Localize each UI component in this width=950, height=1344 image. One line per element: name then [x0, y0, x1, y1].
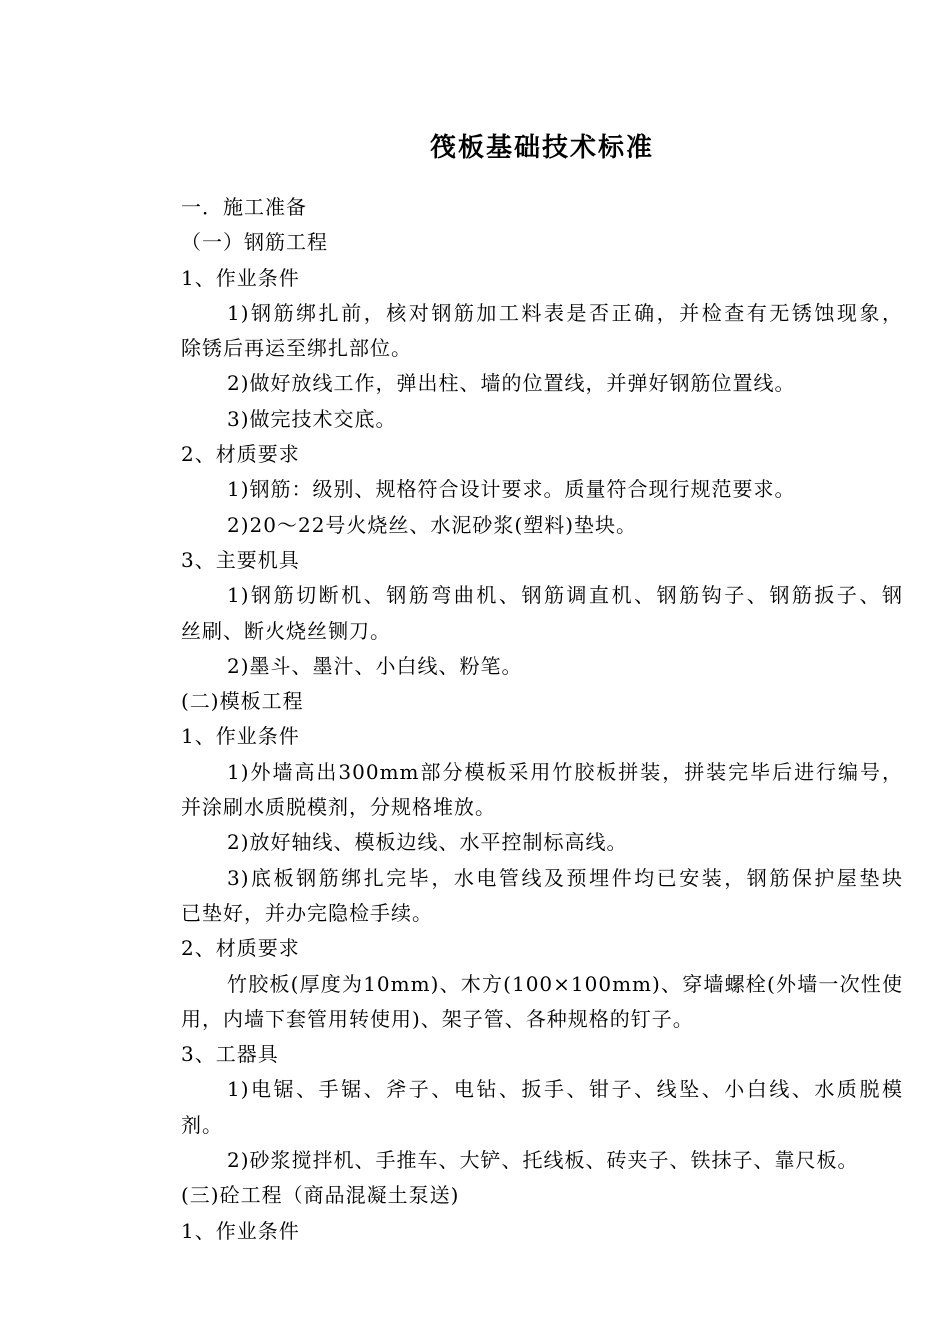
paragraph-line: 1)钢筋绑扎前，核对钢筋加工料表是否正确，并检查有无锈蚀现象，: [227, 300, 903, 325]
paragraph-line: 2)墨斗、墨汁、小白线、粉笔。: [227, 653, 523, 678]
item-heading: 3、主要机具: [181, 547, 300, 572]
paragraph-line: 用，内墙下套管用转使用)、架子管、各种规格的钉子。: [181, 1006, 694, 1031]
paragraph-line: 1)电锯、手锯、斧子、电钻、扳手、钳子、线坠、小白线、水质脱模: [227, 1077, 903, 1102]
item-heading: 1、作业条件: [181, 1218, 300, 1243]
document-body: [181, 190, 903, 1249]
paragraph-line: 2)做好放线工作，弹出柱、墙的位置线，并弹好钢筋位置线。: [227, 371, 796, 396]
item-heading: 1、作业条件: [181, 265, 300, 290]
paragraph-line: 1)外墙高出300mm部分模板采用竹胶板拼装，拼装完毕后进行编号，: [227, 759, 903, 784]
item-heading: 3、工器具: [181, 1042, 279, 1067]
subsection-heading: （一）钢筋工程: [181, 230, 328, 255]
paragraph-line: 2)放好轴线、模板边线、水平控制标高线。: [227, 830, 628, 855]
paragraph-line: 丝刷、断火烧丝铡刀。: [181, 618, 391, 643]
paragraph-line: 并涂刷水质脱模剂，分规格堆放。: [181, 795, 496, 820]
item-heading: 2、材质要求: [181, 936, 300, 961]
paragraph-line: 3)做完技术交底。: [227, 406, 397, 431]
paragraph-line: 已垫好，并办完隐检手续。: [181, 900, 433, 925]
section-heading: 一．施工准备: [181, 195, 307, 219]
paragraph-line: 竹胶板(厚度为10mm)、木方(100×100mm)、穿墙螺栓(外墙一次性使: [227, 971, 903, 996]
paragraph-line: 1)钢筋：级别、规格符合设计要求。质量符合现行规范要求。: [227, 477, 796, 502]
document-title: 筏板基础技术标准: [429, 133, 654, 163]
paragraph-line: 3)底板钢筋绑扎完毕，水电管线及预埋件均已安装，钢筋保护屋垫块: [227, 865, 903, 890]
paragraph-line: 剂。: [181, 1112, 223, 1137]
paragraph-line: 2)砂浆搅拌机、手推车、大铲、托线板、砖夹子、铁抹子、靠尺板。: [227, 1148, 859, 1173]
item-heading: 1、作业条件: [181, 724, 300, 749]
item-heading: 2、材质要求: [181, 442, 300, 467]
paragraph-line: 除锈后再运至绑扎部位。: [181, 336, 412, 361]
subsection-heading: (二)模板工程: [181, 689, 304, 714]
subsection-heading: (三)砼工程（商品混凝土泵送): [181, 1183, 460, 1208]
paragraph-line: 2)20～22号火烧丝、水泥砂浆(塑料)垫块。: [227, 512, 638, 537]
paragraph-line: 1)钢筋切断机、钢筋弯曲机、钢筋调直机、钢筋钩子、钢筋扳子、钢: [227, 583, 903, 608]
